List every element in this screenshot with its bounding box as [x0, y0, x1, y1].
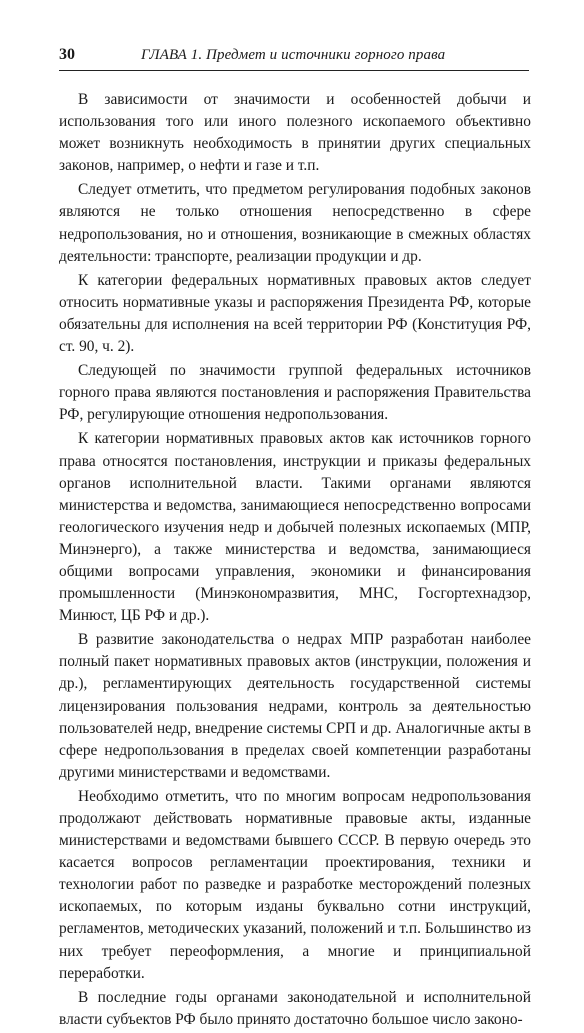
- paragraph: В зависимости от значимости и особенностей добычи и использования того или иного полезного ископаемого объективно может возникнуть необходимость в принятии других специальных законов, например, о нефти и газе и т.п.: [59, 91, 531, 175]
- paragraph: К категории федеральных нормативных правовых актов следует относить нормативные указы и распоряжения Президента РФ, которые обязательны для исполнения на всей территории РФ (Конституция РФ, ст. 90, ч. 2).: [59, 271, 531, 356]
- running-head: ГЛАВА 1. Предмет и источники горного права: [141, 47, 446, 63]
- body-text: [59, 89, 531, 1033]
- paragraph: В развитие законодательства о недрах МПР разработан наиболее полный пакет нормативных правовых актов (инструкции, положения и др.), регламентирующих деятельность государственной системы лицензирования пользования недрами, контроль за деятельностью пользователей недр, внедрение системы СРП и др. Аналогичные акты в сфере недропользования в пределах своей компетенции разработаны другими министерствами и ведомствами.: [59, 631, 531, 781]
- paragraph: В последние годы органами законодательной и исполнительной власти субъектов РФ было принято достаточно большое число законо-: [59, 988, 531, 1028]
- paragraph: Необходимо отметить, что по многим вопросам недропользования продолжают действовать нормативные правовые акты, изданные министерствами и ведомствами бывшего СССР. В первую очередь это касается вопросов регламентации проектирования, техники и технологии работ по разведке и разработке месторождений полезных ископаемых, по которым изданы буквально сотни инструкций, регламентов, методических указаний, положений и т.п. Большинство из них требует переоформления, а многие и принципиальной переработки.: [59, 787, 531, 982]
- page-number: 30: [59, 46, 75, 63]
- page-header: [59, 44, 529, 71]
- paragraph: К категории нормативных правовых актов как источников горного права относятся постановления, инструкции и приказы федеральных органов исполнительной власти. Такими органами являются министерства и ведомства, занимающиеся непосредственно вопросами геологического изучения недр и добычей полезных ископаемых (МПР, Минэнерго), а также министерства и ведомства, занимающиеся общими вопросами управления, экономики и финансирования промышленности (Минэкономразвития, МНС, Госгортехнадзор, Минюст, ЦБ РФ и др.).: [59, 430, 531, 625]
- paragraph: Следует отметить, что предметом регулирования подобных законов являются не только отношения непосредственно в сфере недропользования, но и отношения, возникающие в смежных областях деятельности: транспорте, реализации продукции и др.: [59, 181, 531, 265]
- paragraph: Следующей по значимости группой федеральных источников горного права являются постановления и распоряжения Правительства РФ, регулирующие отношения недропользования.: [59, 362, 531, 424]
